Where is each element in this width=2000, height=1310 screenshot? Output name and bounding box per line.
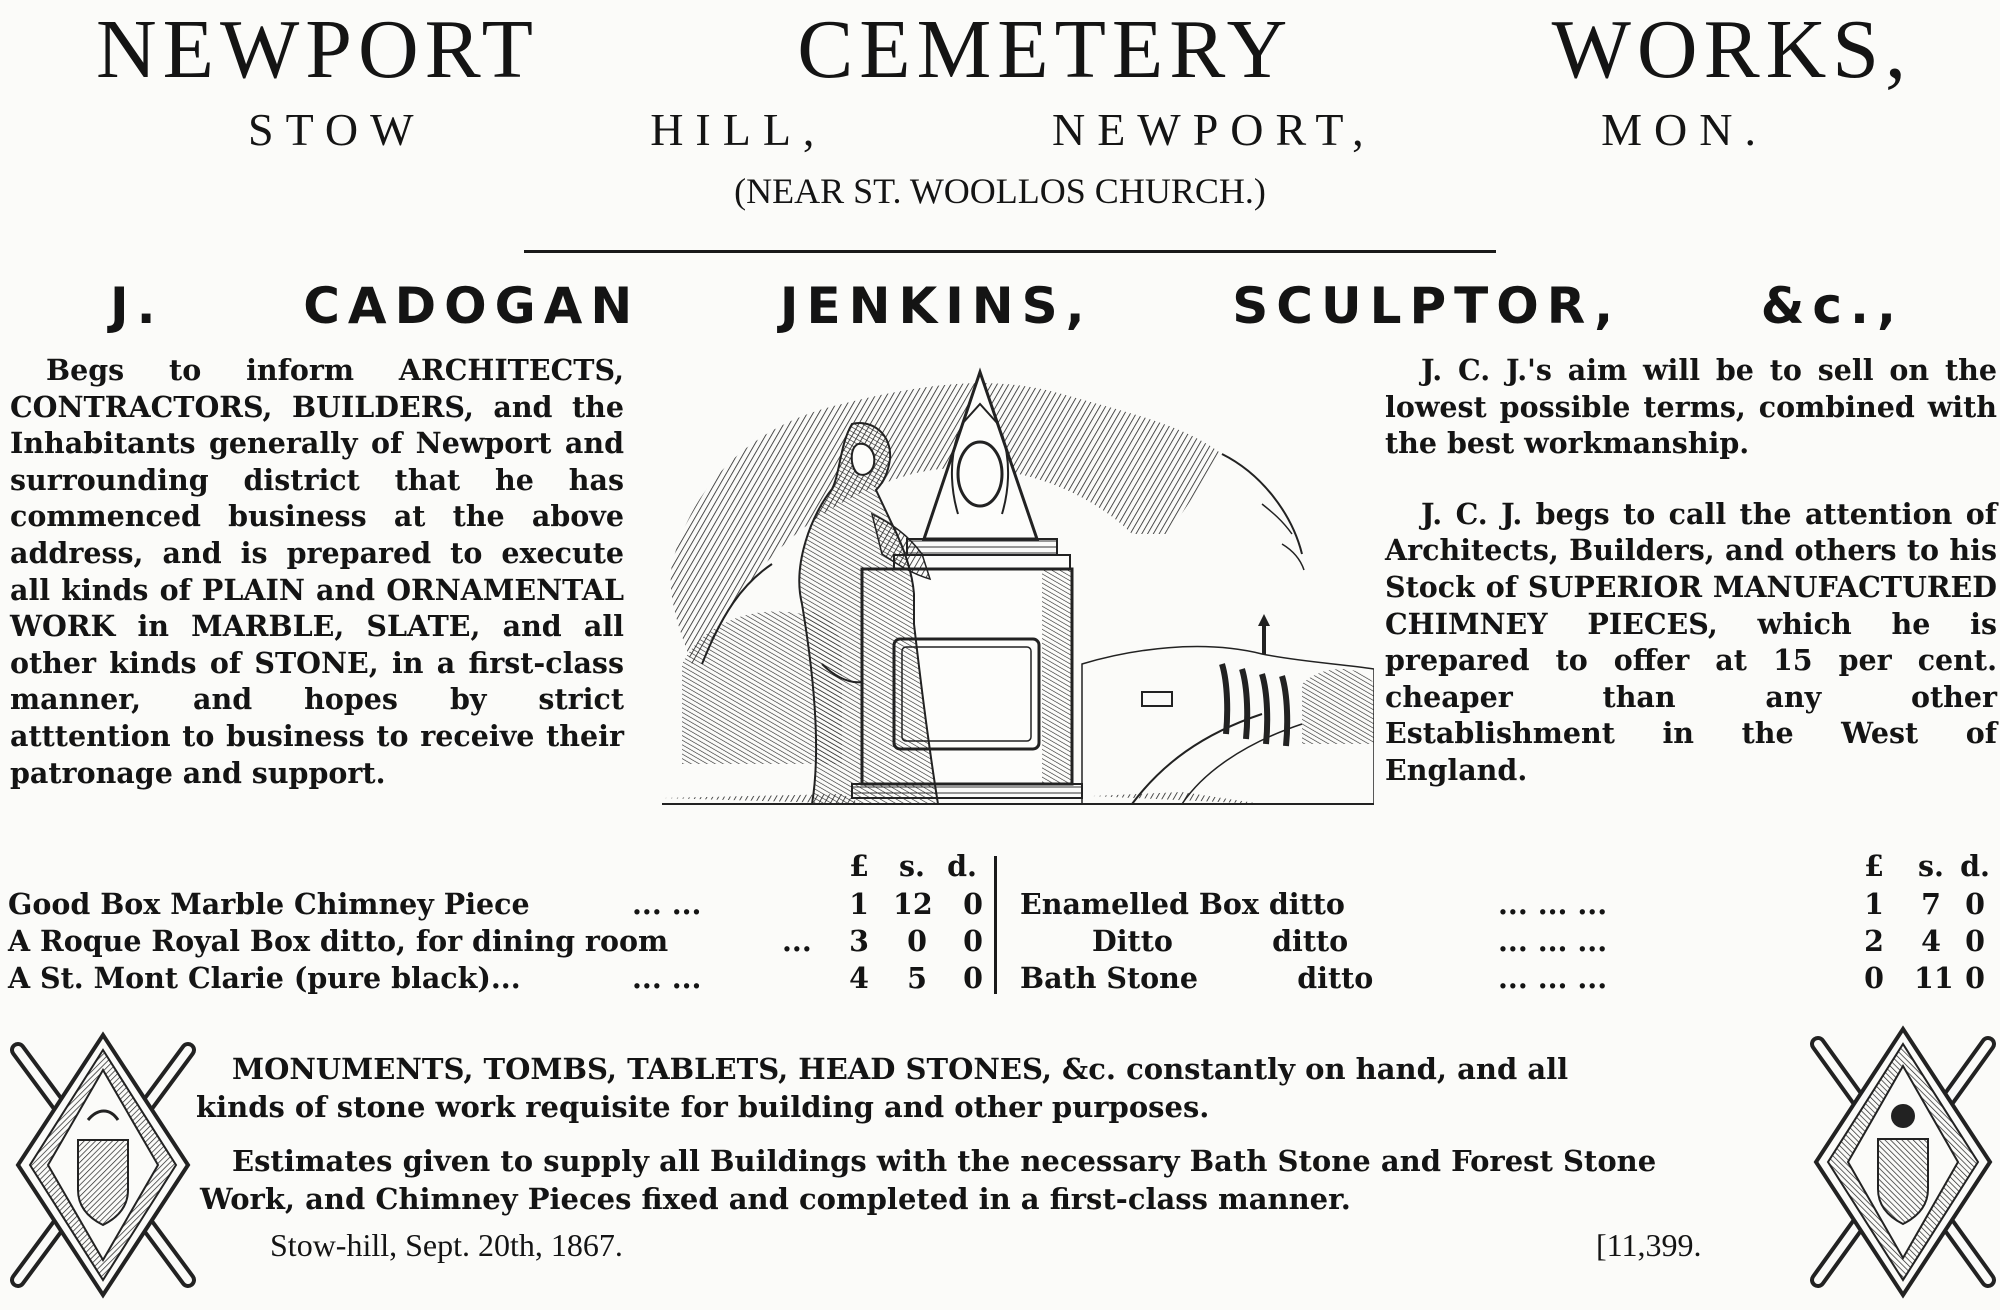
price-row [1020,886,2000,923]
address-line: STOW HILL, NEWPORT, MON. [248,104,1768,155]
leader-dots: ... ... ... [1498,961,1608,995]
pounds-header: £ [849,849,869,883]
shillings-value: 11 [1914,961,1954,995]
proprietor-word: JENKINS, [779,277,1093,335]
pence-header: d. [1960,849,1990,883]
title-word: WORKS, [1551,3,1912,96]
pence-value: 0 [1965,961,1985,995]
monuments-notice-continued [196,1088,1776,1126]
price-row [1020,960,2000,997]
introduction-paragraph: Begs to inform ARCHITECTS, CONTRACTORS, BUILDERS, and the Inhabitants generally of Newport and surrounding district that he has commenced business at the above address, and is prepared to execute all kinds of PLAIN and ORNAMENTAL WORK in MARBLE, SLATE, and all other kinds of STONE, in a first-class manner, and hopes by strict atttention to business to receive their patronage and support. [10,353,624,790]
dateline: Stow-hill, Sept. 20th, 1867. [270,1227,623,1263]
leader-dots: ... ... [632,961,702,995]
left-emblem-svg [8,1030,198,1300]
title-word: CEMETERY [797,3,1294,96]
pounds-header: £ [1864,849,1884,883]
page-title [0,4,2000,96]
header-divider [524,250,1496,253]
item-name: Good Box Marble Chimney Piece [8,887,530,921]
pence-header: d. [947,849,977,883]
shillings-value: 0 [907,924,927,958]
proprietor-heading [110,272,1904,340]
aim-paragraph: J. C. J.'s aim will be to sell on the lowest possible terms, combined with the best workmanship. [1385,353,1997,461]
pounds-value: 1 [1864,887,1884,921]
estimates-line: Estimates given to supply all Buildings with the necessary Bath Stone and Forest Stone [232,1144,1657,1178]
pounds-value: 4 [849,961,869,995]
pence-value: 0 [963,887,983,921]
shillings-header: s. [899,849,925,883]
proprietor-word: CADOGAN [303,277,641,335]
pounds-value: 0 [1864,961,1884,995]
leader-dots: ... ... [632,887,702,921]
right-emblem-svg [1808,1024,1998,1300]
reference-number: [11,399. [1596,1227,1702,1263]
price-row [0,960,1000,997]
left-column [10,352,624,791]
proprietor-word: SCULPTOR, [1232,277,1622,335]
price-row [0,886,1000,923]
item-name: A St. Mont Clarie (pure black)... [8,961,521,995]
price-list-divider [994,856,997,994]
pounds-value: 3 [849,924,869,958]
monuments-notice [232,1050,1812,1088]
location-note: (NEAR ST. WOOLLOS CHURCH.) [734,171,1266,211]
title-word: NEWPORT [96,3,539,96]
heraldic-crest-emblem-icon [1808,1024,1998,1294]
estimates-notice-continued [200,1180,1780,1218]
heraldic-shield-emblem-icon [8,1030,198,1300]
pounds-value: 2 [1864,924,1884,958]
price-row [1020,923,2000,960]
shillings-value: 4 [1921,924,1941,958]
right-column [1385,352,1997,789]
pounds-value: 1 [849,887,869,921]
monuments-line: MONUMENTS, TOMBS, TABLETS, HEAD STONES, &c. constantly on hand, and all [232,1052,1569,1086]
estimates-line: Work, and Chimney Pieces fixed and completed in a first-class manner. [200,1182,1351,1216]
pence-value: 0 [1965,887,1985,921]
proprietor-word: J. [110,277,164,335]
pence-value: 0 [1965,924,1985,958]
mourning-woman-at-tomb-engraving [662,364,1374,824]
shillings-value: 12 [893,887,933,921]
item-name: A Roque Royal Box ditto, for dining room [8,924,669,958]
engraving-illustration [662,364,1374,824]
shillings-value: 7 [1921,887,1941,921]
price-row [0,923,1000,960]
estimates-notice [232,1142,1812,1180]
shillings-header: s. [1918,849,1944,883]
pence-value: 0 [963,924,983,958]
item-name: Bath Stone ditto [1020,961,1374,995]
monuments-line: kinds of stone work requisite for building and other purposes. [196,1090,1210,1124]
leader-dots: ... ... ... [1498,887,1608,921]
item-name: Ditto ditto [1092,924,1349,958]
item-name: Enamelled Box ditto [1020,887,1345,921]
leader-dots: ... [782,924,812,958]
stock-paragraph: J. C. J. begs to call the attention of Architects, Builders, and others to his Stock of SUPERIOR MANUFACTURED CHIMNEY PIECES, which he is prepared to offer at 15 per cent. cheaper than any other Establishment in the West of England. [1385,496,1997,787]
proprietor-word: &c., [1760,277,1904,335]
pence-value: 0 [963,961,983,995]
leader-dots: ... ... ... [1498,924,1608,958]
shillings-value: 5 [907,961,927,995]
price-list [0,848,2000,998]
